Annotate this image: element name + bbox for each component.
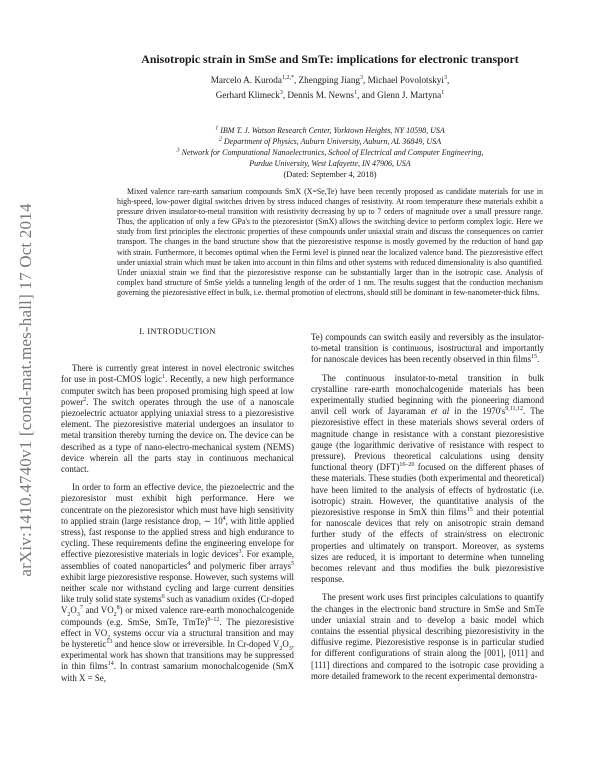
affiliation-2-number: 2 — [218, 136, 222, 143]
affiliation-1-number: 1 — [215, 125, 219, 132]
author-jiang-affil: 3 — [360, 74, 364, 81]
arxiv-identifier-text: arXiv:1410.4740v1 [cond-mat.mes-hall] 17 Oct 2014 — [16, 203, 35, 577]
section-heading-introduction: I. INTRODUCTION — [139, 326, 216, 336]
author-povolotskyi-affil: 3 — [443, 74, 447, 81]
author-newns-affil: 1 — [354, 89, 358, 96]
author-povolotskyi: Michael Povolotskyi — [367, 75, 444, 85]
affiliation-2-text: Department of Physics, Auburn University, Auburn, AL 36849, USA — [223, 137, 442, 146]
author-klimeck: Gerhard Klimeck — [215, 90, 280, 100]
abstract: Mixed valence rare-earth samarium compounds SmX (X=Se,Te) have been recently proposed as candidate materials for use in high-speed, low-power digital switches driven by stress induced changes of resistivity. At room temperature these materials exhibit a pressure driven insulator-to-metal transition with resistivity decreasing by up to 7 orders of magnitude over a small pressure range. Thus, the application of only a few GPa's to the piezoresistor (SmX) allows the switching device to perform complex logic. Here we study from first principles the electronic properties of these compounds under uniaxial strain and discuss the consequences on carrier transport. The changes in the band structure show that the piezoresistive response is mostly governed by the reduction of band gap with strain. Furthermore, it becomes optimal when the Fermi level is pinned near the localized valence band. The piezoresistive effect under uniaxial strain which must be taken into account in thin films and other systems with reduced dimensionality is also quantified. Under uniaxial strain we find that the piezoresistive response can be substantially larger than in the isotropic case. Analysis of complex band structure of SmSe yields a tunneling length of the order of 1 nm. The results suggest that the conduction mechanism governing the piezoresistive effect in bulk, i.e. thermal promotion of electrons, should still be dominant in few-nanometer-thick films. — [117, 187, 543, 297]
author-martyna: and Glenn J. Martyna — [361, 90, 442, 100]
date-line: (Dated: September 4, 2018) — [283, 170, 377, 179]
intro-paragraph-3: The continuous insulator-to-metal transition in bulk crystalline rare-earth monochalcogenide materials has been experimentally studied beginning with the pioneering diamond anvil cell work of Jayaraman et al in the $1970's^{9,11,12}$. The piezoresistive effect in these materials shows several orders of magnitude change in resistance with a constant piezoresistive gauge (the logarithmic derivative of resistance with respect to pressure). Previous theoretical calculations using density functional theory (DFT)$^{16-20}$ focused on the different phases of these materials. These studies (both experimental and theoretical) have been limited to the analysis of effects of hydrostatic (i.e. isotropic) strain. However, the quantitative analysis of the piezoresistive response in SmX thin films$^{15}$ and their potential for nanoscale devices that rely on anisotropic strain demand further study of the effects of strain/stress on electronic properties and ultimately on transport. Moreover, as systems sizes are reduced, it is important to determine when tunneling becomes relevant and thus modifies the bulk piezoresistive response. — [311, 372, 544, 585]
author-martyna-affil: 1 — [441, 89, 445, 96]
intro-paragraph-2: In order to form an effective device, the piezoelectric and the piezoresistor must exhibit high performance. Here we concentrate on the piezoresistor which must have high sensitivity to applied strain (large resistance drop, ∼ $10^4$, with little applied stress), fast response to the applied stress and high endurance to cycling. These requirements define the engineering envelope for effective piezoresistive materials in logic devices$^3$. For example, assemblies of coated nanoparticles$^4$ and polymeric fiber arrays$^5$ exhibit large piezoresistive response. However, such systems will neither scale nor withstand cycling and large current densities like truly solid state systems$^6$ such as vanadium oxides (Cr-doped $V_2O_3^7$ and $VO_2^8$) or mixed valence rare-earth monochalcogenide compounds (e.g. SmSe, SmTe, TmTe)$^{9-12}$. The piezoresistive effect in $VO_2$ systems occur via a structural transition and may be hysteretic$^{13}$ and hence slow or irreversible. In Cr-doped $V_2O_3$, experimental work has shown that transitions may be suppressed in thin films$^{14}$. In contrast samarium monochalcogenide (SmX with X = Se, — [61, 482, 295, 683]
arxiv-identifier-stamp — [8, 180, 44, 600]
author-line-1: Marcelo A. Kuroda$^{1,2,*}$, Zhengping Jiang$^3$, Michael Povolotskyi$^3$, — [210, 74, 450, 85]
intro-paragraph-2-continued: Te) compounds can switch easily and reversibly as the insulator-to-metal transition is continuous, isostructural and importantly for nanoscale devices has been recently observed in thin films$^{15}$. — [311, 332, 544, 365]
affiliation-3-line-1: Network for Computational Nanoelectronics, School of Electrical and Computer Engineering, — [181, 148, 484, 157]
affiliation-1-text: IBM T. J. Watson Research Center, Yorktown Heights, NY 10598, USA — [220, 126, 445, 135]
author-kuroda: Marcelo A. Kuroda — [210, 75, 282, 85]
affiliation-1 — [60, 125, 600, 136]
author-list — [60, 73, 600, 103]
author-line-2: Gerhard Klimeck$^3$, Dennis M. Newns$^1$, and Glenn J. Martyna$^1$ — [215, 89, 445, 100]
author-newns: Dennis M. Newns — [287, 90, 355, 100]
affiliation-list — [60, 125, 600, 169]
affiliation-3-cont — [60, 158, 600, 169]
paper-title: Anisotropic strain in SmSe and SmTe: implications for electronic transport — [141, 52, 519, 66]
intro-paragraph-4: The present work uses first principles calculations to quantify the changes in the electronic band structure in SmSe and SmTe under uniaxial strain and to develop a basic model which contains the essential physical describing piezoresistivity in the diffusive regime. Piezoresistive response is in particular studied for different configurations of strain along the [001], [011] and [111] directions and compared to the isotropic case providing a more detailed framework to the recent experimental demonstra- — [311, 592, 544, 681]
right-column — [311, 332, 544, 689]
author-kuroda-affil: 1,2,* — [281, 74, 294, 81]
left-column — [61, 326, 294, 691]
affiliation-3-number: 3 — [176, 147, 180, 154]
intro-paragraph-1: There is currently great interest in novel electronic switches for use in post-CMOS logic$^1$. Recently, a new high performance computer switch has been proposed promising high speed at low power$^2$. The switch operates through the use of a nanoscale piezoelectric actuator applying uniaxial stress to a piezoresistive element. The piezoresistive material undergoes an insulator to metal transition thereby turning the device on. The device can be described as a type of nano-electro-mechanical system (NEMS) device wherein all the parts stay in continuous mechanical contact. — [61, 363, 294, 475]
affiliation-2 — [60, 136, 600, 147]
author-klimeck-affil: 3 — [279, 89, 283, 96]
affiliation-3 — [60, 147, 600, 158]
author-jiang: Zhengping Jiang — [298, 75, 361, 85]
affiliation-3-line-2: Purdue University, West Lafayette, IN 47906, USA — [249, 159, 411, 168]
